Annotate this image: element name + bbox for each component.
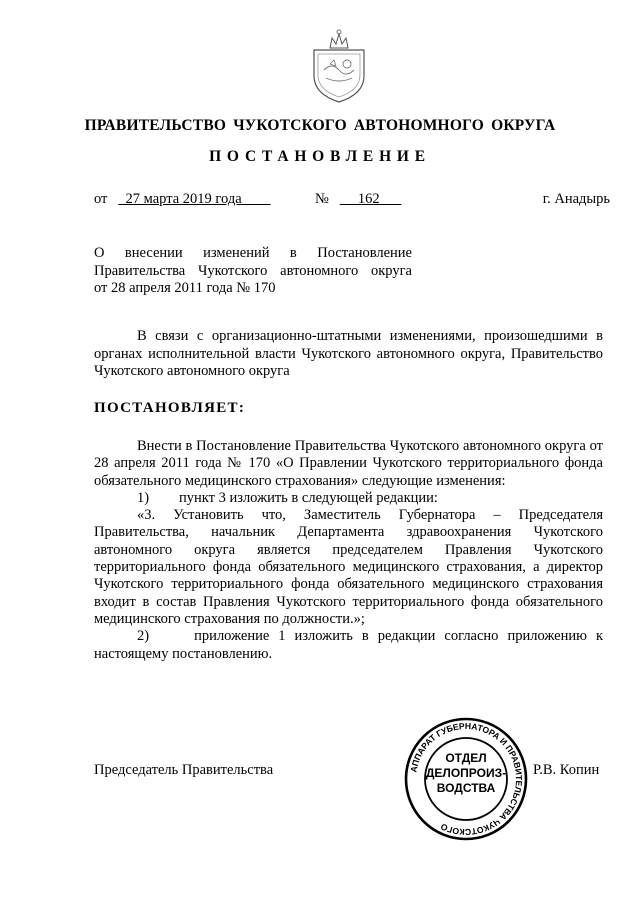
decree-body: [94, 438, 603, 663]
document-type-title: ПОСТАНОВЛЕНИЕ: [209, 148, 431, 165]
decree-number: [315, 191, 401, 208]
list-item: 1) пункт 3 изложить в следующей редакции:: [137, 489, 438, 506]
resolves-heading: ПОСТАНОВЛЯЕТ:: [94, 400, 246, 416]
subject-line: от 28 апреля 2011 года № 170: [94, 280, 276, 296]
stamp-line: ОТДЕЛ: [445, 751, 487, 765]
quoted-clause: «3. Установить что, Заместитель Губернатора – Председателя Правительства, начальник Департамента здравоохранения Чукотского автономного округа является председателем Правления Чукотского территориального фонда обязательного медицинского страхования, а директор Чукотского территориального фонда обязательного медицинского страхования входит в состав Правления Чукотского территориального фонда обязательного медицинского страхования по должности.»;: [94, 507, 603, 627]
number-prefix: №: [315, 191, 329, 207]
subject-line: Правительства Чукотского автономного округа: [94, 262, 412, 279]
svg-text:АППАРАТ ГУБЕРНАТОРА И ПРАВИТЕЛ: АППАРАТ ГУБЕРНАТОРА И ПРАВИТЕЛЬСТВА ЧУКОТСКОГО: [408, 720, 525, 838]
stamp-line: ДЕЛОПРОИЗ-: [425, 766, 507, 780]
date-prefix: от: [94, 191, 108, 207]
government-title: ПРАВИТЕЛЬСТВО ЧУКОТСКОГО АВТОНОМНОГО ОКРУГА: [84, 117, 556, 134]
list-item: 2) приложение 1 изложить в редакции согласно приложению к настоящему постановлению.: [94, 628, 604, 662]
body-intro: Внести в Постановление Правительства Чукотского автономного округа от 28 апреля 2011 года № 170 «О Правлении Чукотского территориального фонда обязательного медицинского страхования» следующие изменения:: [94, 438, 603, 489]
coat-of-arms-icon: [308, 26, 370, 104]
subject-line: О внесении изменений в Постановление: [94, 245, 412, 261]
stamp-line: ВОДСТВА: [436, 781, 496, 795]
signatory-name: Р.В. Копин: [533, 762, 600, 778]
date-value: 27 марта 2019 года: [125, 191, 242, 207]
decree-subject: [94, 245, 412, 298]
city: г. Анадырь: [542, 191, 610, 207]
decree-date: [94, 191, 271, 208]
preamble-paragraph: В связи с организационно-штатными изменениями, произошедшими в органах исполнительной власти Чукотского автономного округа, Правительство Чукотского автономного округа: [94, 328, 603, 379]
signatory-position: Председатель Правительства: [94, 762, 274, 778]
number-value: 162: [357, 191, 380, 207]
